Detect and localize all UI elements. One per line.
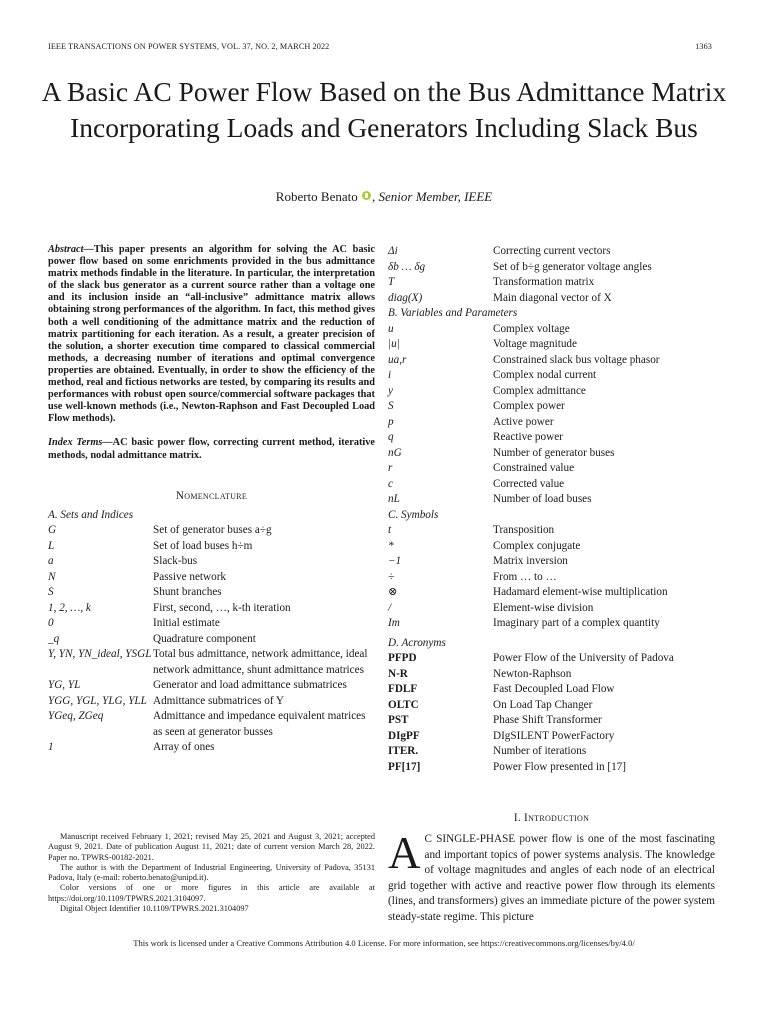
nomenclature-symbol: YGeq, ZGeq bbox=[48, 710, 104, 723]
nomenclature-description: Power Flow presented in [17] bbox=[493, 760, 626, 773]
orcid-icon[interactable] bbox=[362, 191, 371, 200]
nomenclature-description: Number of generator buses bbox=[493, 446, 615, 459]
nomenclature-description: Set of generator buses a÷g bbox=[153, 524, 272, 537]
nomenclature-description: Voltage magnitude bbox=[493, 338, 577, 350]
variables-table bbox=[388, 322, 715, 508]
author-line bbox=[0, 189, 768, 205]
nomenclature-row bbox=[388, 415, 715, 431]
nomenclature-symbol: _q bbox=[48, 632, 60, 645]
nomenclature-row bbox=[48, 694, 375, 710]
nomenclature-row bbox=[48, 601, 375, 617]
nomenclature-symbol: q bbox=[388, 431, 394, 443]
nomenclature-row bbox=[388, 275, 715, 291]
nomenclature-symbol: a bbox=[48, 555, 54, 568]
nomenclature-description: Imaginary part of a complex quantity bbox=[493, 617, 660, 629]
nomenclature-row bbox=[48, 554, 375, 570]
index-terms-text: AC basic power flow, correcting current method, iterative methods, nodal admittance matrix. bbox=[48, 437, 375, 461]
nomenclature-description: Array of ones bbox=[153, 741, 215, 754]
nomenclature-symbol: ÷ bbox=[388, 570, 395, 583]
nomenclature-description: Active power bbox=[493, 415, 554, 428]
nomenclature-symbol: r bbox=[388, 462, 393, 474]
nomenclature-symbol: ⊗ bbox=[388, 586, 398, 598]
nomenclature-row bbox=[388, 698, 715, 714]
nomenclature-row bbox=[388, 446, 715, 462]
sets-heading: A. Sets and Indices bbox=[48, 508, 134, 521]
nomenclature-description: Power Flow of the University of Padova bbox=[493, 652, 674, 664]
author-membership: , Senior Member, IEEE bbox=[372, 189, 493, 204]
nomenclature-row bbox=[388, 492, 715, 508]
nomenclature-row bbox=[388, 539, 715, 555]
nomenclature-description: Corrected value bbox=[493, 477, 565, 490]
index-terms-label: Index Terms— bbox=[48, 437, 113, 449]
nomenclature-row bbox=[388, 322, 715, 338]
nomenclature-symbol: FDLF bbox=[388, 683, 418, 695]
nomenclature-symbol: PST bbox=[388, 714, 409, 726]
nomenclature-symbol: diag(X) bbox=[388, 291, 423, 304]
nomenclature-description: Main diagonal vector of X bbox=[493, 291, 612, 304]
left-column bbox=[48, 244, 375, 756]
author-name: Roberto Benato bbox=[275, 189, 358, 204]
nomenclature-symbol: PF[17] bbox=[388, 760, 421, 773]
nomenclature-row bbox=[388, 353, 715, 369]
nomenclature-row bbox=[388, 713, 715, 729]
nomenclature-description: On Load Tap Changer bbox=[493, 698, 593, 711]
nomenclature-row bbox=[388, 585, 715, 601]
index-terms bbox=[48, 437, 375, 461]
nomenclature-row bbox=[388, 616, 715, 632]
nomenclature-description: Complex power bbox=[493, 400, 565, 412]
nomenclature-symbol: p bbox=[388, 415, 394, 428]
nomenclature-description: Complex voltage bbox=[493, 322, 570, 335]
nomenclature-symbol: S bbox=[48, 586, 54, 599]
nomenclature-symbol: DIgPF bbox=[388, 729, 420, 742]
nomenclature-row bbox=[388, 368, 715, 384]
nomenclature-row bbox=[48, 709, 375, 740]
symbols-table bbox=[388, 523, 715, 632]
nomenclature-symbol: Δi bbox=[388, 245, 398, 257]
nomenclature-symbol: 1, 2, …, k bbox=[48, 601, 91, 614]
nomenclature-description: Constrained value bbox=[493, 462, 575, 474]
nomenclature-symbol: nL bbox=[388, 493, 400, 505]
nomenclature-row bbox=[388, 744, 715, 760]
nomenclature-description: Element-wise division bbox=[493, 601, 594, 614]
footnote-doi: Digital Object Identifier 10.1109/TPWRS.2021.3104097 bbox=[60, 904, 249, 914]
nomenclature-row bbox=[48, 585, 375, 601]
nomenclature-row bbox=[388, 461, 715, 477]
nomenclature-symbol: u bbox=[388, 322, 394, 335]
nomenclature-row bbox=[388, 554, 715, 570]
nomenclature-row bbox=[388, 430, 715, 446]
nomenclature-symbol: δb … δg bbox=[388, 260, 426, 273]
nomenclature-description: Complex conjugate bbox=[493, 539, 581, 552]
nomenclature-description: Set of load buses h÷m bbox=[153, 539, 253, 552]
drop-cap: A bbox=[388, 828, 421, 878]
nomenclature-symbol: −1 bbox=[388, 555, 402, 567]
acronyms-table bbox=[388, 651, 715, 775]
nomenclature-row bbox=[388, 291, 715, 307]
nomenclature-row bbox=[48, 632, 375, 648]
symbols-heading: C. Symbols bbox=[388, 508, 439, 521]
nomenclature-row bbox=[388, 601, 715, 617]
nomenclature-symbol: S bbox=[388, 400, 394, 412]
right-column bbox=[388, 244, 715, 775]
page-number: 1363 bbox=[695, 42, 712, 51]
nomenclature-symbol: T bbox=[388, 276, 395, 288]
nomenclature-symbol: ITER. bbox=[388, 745, 419, 757]
introduction-body bbox=[388, 828, 715, 925]
nomenclature-description: Generator and load admittance submatrices bbox=[153, 679, 347, 692]
nomenclature-description: Slack-bus bbox=[153, 555, 198, 568]
nomenclature-symbol: YGG, YGL, YLG, YLL bbox=[48, 694, 147, 707]
nomenclature-description: DIgSILENT PowerFactory bbox=[493, 729, 615, 742]
nomenclature-description: From … to … bbox=[493, 570, 557, 583]
journal-header: IEEE TRANSACTIONS ON POWER SYSTEMS, VOL. 37, NO. 2, MARCH 2022 bbox=[48, 42, 330, 51]
introduction-heading: I. Introduction bbox=[513, 812, 590, 824]
variables-heading: B. Variables and Parameters bbox=[388, 307, 518, 319]
nomenclature-row bbox=[388, 399, 715, 415]
nomenclature-description: Constrained slack bus voltage phasor bbox=[493, 353, 660, 366]
nomenclature-description: Admittance and impedance equivalent matrices as seen at generator busses bbox=[153, 710, 366, 738]
nomenclature-description: Phase Shift Transformer bbox=[493, 714, 602, 726]
nomenclature-row bbox=[388, 651, 715, 667]
nomenclature-description: Initial estimate bbox=[153, 617, 220, 630]
footnote-color: Color versions of one or more figures in this article are available at https://doi.org/10.1109/TPWRS.2021.3104097. bbox=[48, 883, 375, 903]
license-footer: This work is licensed under a Creative Commons Attribution 4.0 License. For more information, see https://creativecommons.org/licenses/by/4.0/ bbox=[133, 938, 635, 948]
nomenclature-symbol: / bbox=[388, 601, 392, 614]
nomenclature-row bbox=[48, 539, 375, 555]
nomenclature-description: Transformation matrix bbox=[493, 276, 595, 288]
nomenclature-description: Passive network bbox=[153, 570, 227, 583]
nomenclature-symbol: t bbox=[388, 524, 392, 536]
nomenclature-symbol: i bbox=[388, 369, 392, 381]
nomenclature-symbol: * bbox=[388, 539, 394, 552]
nomenclature-description: Complex nodal current bbox=[493, 369, 597, 381]
nomenclature-row bbox=[388, 682, 715, 698]
nomenclature-description: Correcting current vectors bbox=[493, 245, 611, 257]
nomenclature-symbol: YG, YL bbox=[48, 679, 81, 692]
nomenclature-row bbox=[48, 647, 375, 678]
nomenclature-row bbox=[388, 337, 715, 353]
nomenclature-symbol: 1 bbox=[48, 741, 54, 754]
nomenclature-symbol: y bbox=[388, 384, 393, 397]
nomenclature-description: Newton-Raphson bbox=[493, 667, 572, 680]
nomenclature-symbol: Im bbox=[388, 617, 400, 629]
footnote-affiliation: The author is with the Department of Industrial Engineering, University of Padova, 35131 Padova, Italy (e-mail: roberto.benato@unipd.it). bbox=[48, 862, 375, 883]
nomenclature-symbol: OLTC bbox=[388, 698, 419, 711]
top-right-table bbox=[388, 244, 715, 306]
nomenclature-description: Number of iterations bbox=[493, 745, 587, 757]
nomenclature-symbol: L bbox=[48, 539, 55, 552]
nomenclature-symbol: |u| bbox=[388, 338, 400, 350]
nomenclature-symbol: G bbox=[48, 524, 57, 537]
nomenclature-description: Shunt branches bbox=[153, 586, 222, 599]
nomenclature-row bbox=[388, 260, 715, 276]
nomenclature-symbol: nG bbox=[388, 446, 402, 459]
nomenclature-row bbox=[388, 523, 715, 539]
nomenclature-symbol: N-R bbox=[388, 667, 408, 680]
nomenclature-row bbox=[48, 523, 375, 539]
sets-table bbox=[48, 523, 375, 756]
footnotes bbox=[48, 832, 375, 914]
paper-title: A Basic AC Power Flow Based on the Bus Admittance Matrix Incorporating Loads and Generators Including Slack Bus bbox=[41, 76, 727, 143]
abstract-text: This paper presents an algorithm for solving the AC basic power flow based on some enrichments provided in the bus admittance matrix methods findable in the literature. In particular, the interpretation of the slack bus generator as a current source rather than a voltage one and its inclusion inside an “all-inclusive” admittance matrix allows obtaining strong performances of the algorithm. In fact, this method gives both a well conditioning of the admittance matrix and the reduction of matrix partitioning for each iteration. As a result, a greater precision of the solution, a shorter execution time compared to classical commercial methods, a decreasing number of iterations and optimal convergence properties are obtained. Eventually, in order to show the efficiency of the method, real and fictious networks are tested, by comparing its results and performances with robust open source/commercial software packages that use well-known methods (i.e., Newton-Raphson and Fast Decoupled Load Flow methods). bbox=[48, 244, 375, 425]
nomenclature-row bbox=[48, 740, 375, 756]
nomenclature-description: Complex admittance bbox=[493, 384, 586, 397]
nomenclature-row bbox=[388, 729, 715, 745]
nomenclature-symbol: c bbox=[388, 477, 393, 490]
nomenclature-symbol: ua,r bbox=[388, 353, 407, 366]
nomenclature-row bbox=[388, 570, 715, 586]
nomenclature-description: Quadrature component bbox=[153, 632, 256, 645]
acronyms-heading: D. Acronyms bbox=[388, 636, 446, 649]
nomenclature-symbol: PFPD bbox=[388, 652, 417, 664]
nomenclature-description: Reactive power bbox=[493, 431, 563, 443]
nomenclature-title: Nomenclature bbox=[175, 489, 248, 502]
introduction-text: C SINGLE-PHASE power flow is one of the most fascinating and important topics of power systems analysis. The knowledge of voltage magnitudes and angles of each node of an electrical grid together with active and reactive power flow through its elements (lines, and transformers) gives an immediate picture of the power system steady-state regime. This picture bbox=[388, 833, 715, 923]
nomenclature-symbol: 0 bbox=[48, 617, 54, 630]
nomenclature-row bbox=[388, 384, 715, 400]
nomenclature-description: Transposition bbox=[493, 524, 555, 536]
nomenclature-description: First, second, …, k-th iteration bbox=[153, 601, 291, 614]
nomenclature-description: Set of b÷g generator voltage angles bbox=[493, 260, 652, 273]
nomenclature-row bbox=[48, 570, 375, 586]
nomenclature-row bbox=[48, 678, 375, 694]
abstract-label: Abstract— bbox=[48, 244, 94, 255]
nomenclature-row bbox=[388, 244, 715, 260]
nomenclature-row bbox=[388, 760, 715, 776]
nomenclature-row bbox=[388, 667, 715, 683]
nomenclature-description: Total bus admittance, network admittance, ideal network admittance, shunt admittance matrices bbox=[153, 648, 368, 676]
nomenclature-description: Number of load buses bbox=[493, 493, 592, 505]
nomenclature-row bbox=[48, 616, 375, 632]
abstract bbox=[48, 244, 375, 425]
nomenclature-description: Admittance submatrices of Y bbox=[153, 694, 284, 707]
nomenclature-description: Hadamard element-wise multiplication bbox=[493, 586, 668, 598]
nomenclature-description: Matrix inversion bbox=[493, 555, 568, 567]
nomenclature-row bbox=[388, 477, 715, 493]
nomenclature-description: Fast Decoupled Load Flow bbox=[493, 683, 615, 695]
nomenclature-symbol: N bbox=[48, 570, 56, 583]
nomenclature-symbol: Y, YN, YN_ideal, YSGL bbox=[48, 648, 152, 661]
footnote-received: Manuscript received February 1, 2021; revised May 25, 2021 and August 3, 2021; accepted August 9, 2021. Date of publication August 11, 2021; date of current version March 28, 2022. Paper no. TPWRS-00182-2021. bbox=[48, 832, 375, 862]
